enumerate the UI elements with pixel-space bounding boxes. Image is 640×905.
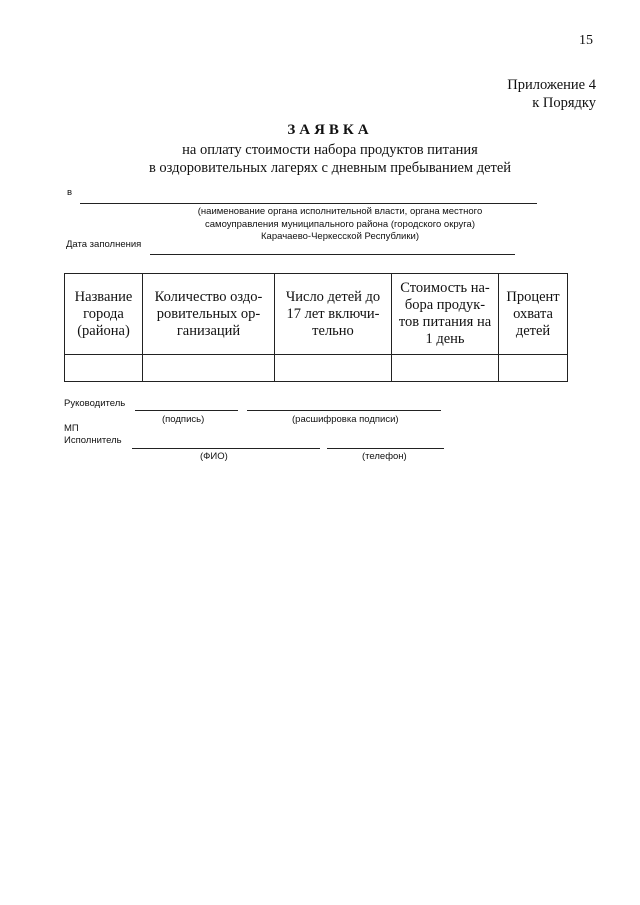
header-coverage-percent: Процент охвата детей bbox=[499, 274, 568, 355]
table-header-row bbox=[65, 274, 568, 355]
signature-caption: (подпись) bbox=[162, 414, 205, 425]
recipient-note bbox=[150, 206, 530, 244]
table-cell bbox=[499, 355, 568, 382]
recipient-note-line-1: (наименование органа исполнительной власти, органа местного bbox=[197, 206, 483, 217]
head-label: Руководитель bbox=[64, 398, 126, 409]
document-title: ЗАЯВКА bbox=[287, 122, 373, 138]
fill-date-line bbox=[150, 254, 515, 255]
header-children-count: Число детей до 17 лет включи- тельно bbox=[275, 274, 392, 355]
appendix-line-1: Приложение 4 bbox=[507, 77, 596, 93]
executor-name-line bbox=[132, 448, 320, 449]
signature-line bbox=[135, 410, 238, 411]
recipient-prefix: в bbox=[67, 187, 73, 198]
recipient-note-line-3: Карачаево-Черкесской Республики) bbox=[261, 231, 419, 242]
subtitle-line-2: в оздоровительных лагерях с дневным пребыванием детей bbox=[148, 160, 512, 176]
executor-phone-caption: (телефон) bbox=[362, 451, 407, 462]
header-city: Название города (района) bbox=[65, 274, 143, 355]
document-subtitle bbox=[0, 141, 640, 177]
recipient-note-line-2: самоуправления муниципального района (городского округа) bbox=[205, 218, 475, 230]
table-cell bbox=[143, 355, 275, 382]
fill-date-label: Дата заполнения bbox=[66, 239, 142, 250]
appendix-reference bbox=[507, 76, 596, 112]
executor-name-caption: (ФИО) bbox=[200, 451, 228, 462]
stamp-label: МП bbox=[64, 423, 79, 434]
executor-label: Исполнитель bbox=[64, 435, 122, 446]
table-cell bbox=[275, 355, 392, 382]
recipient-fill-line bbox=[80, 203, 537, 204]
header-org-count: Количество оздо- ровительных ор- ганизаций bbox=[143, 274, 275, 355]
signature-decode-caption: (расшифровка подписи) bbox=[292, 414, 399, 425]
table-cell bbox=[392, 355, 499, 382]
request-table bbox=[64, 273, 568, 382]
table-row bbox=[65, 355, 568, 382]
page-number: 15 bbox=[579, 33, 593, 48]
signature-decode-line bbox=[247, 410, 441, 411]
subtitle-line-1: на оплату стоимости набора продуктов питания bbox=[182, 142, 478, 158]
appendix-line-2: к Порядку bbox=[532, 95, 596, 111]
executor-phone-line bbox=[327, 448, 444, 449]
header-food-cost: Стоимость на- бора продук- тов питания на 1 день bbox=[392, 274, 499, 355]
table-cell bbox=[65, 355, 143, 382]
